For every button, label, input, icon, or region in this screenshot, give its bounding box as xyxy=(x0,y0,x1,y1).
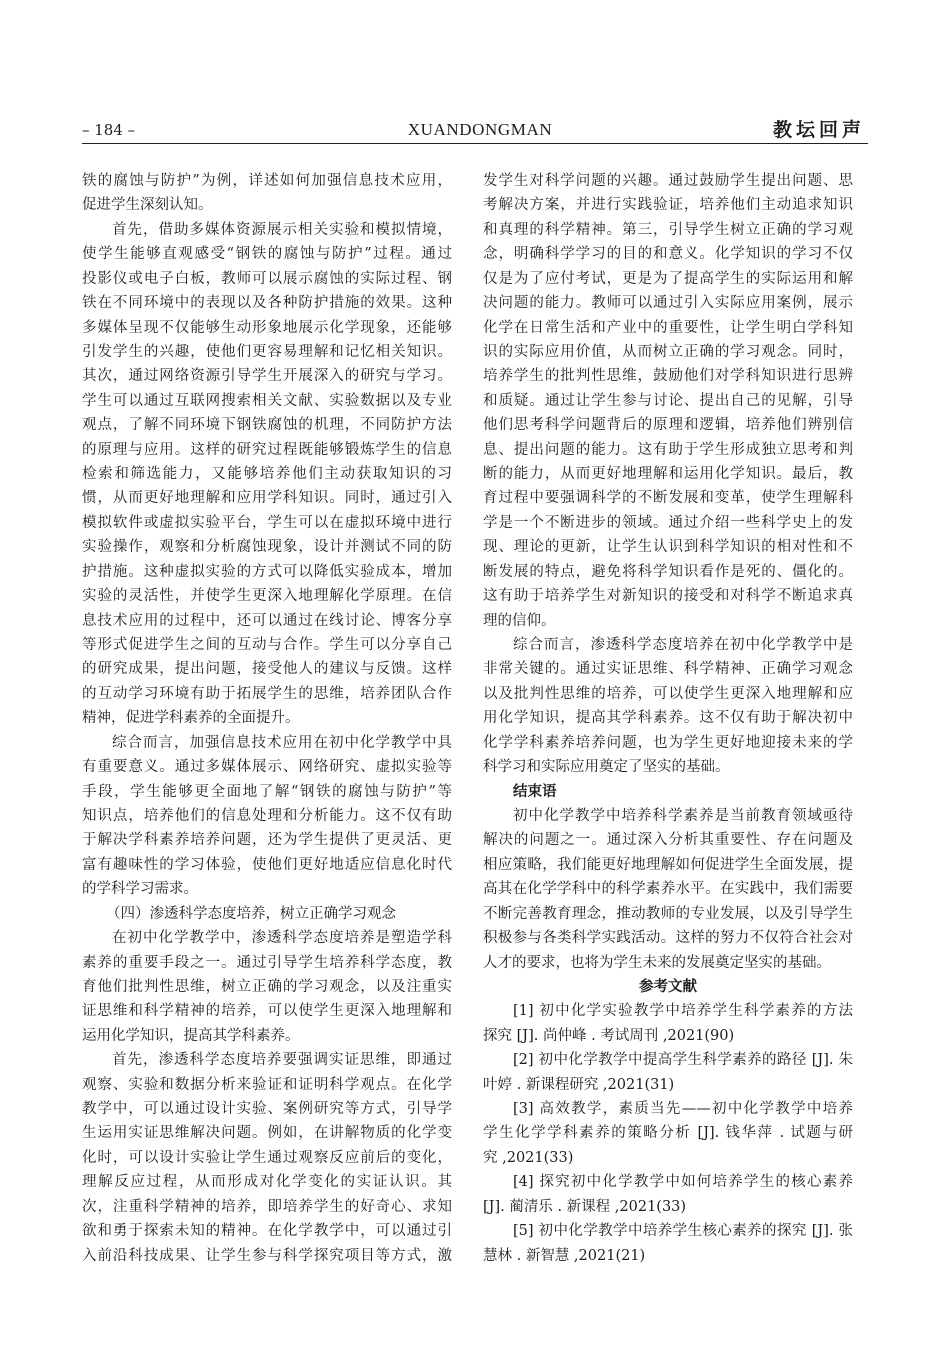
text-line: 使学生能够直观感受“钢铁的腐蚀与防护”过程。通过 xyxy=(82,246,452,263)
text-line: 惯，从而更好地理解和应用学科知识。同时，通过引入 xyxy=(82,490,452,507)
text-line: 念，明确科学学习的目的和意义。化学知识的学习不仅 xyxy=(483,246,853,263)
text-line: 其次，通过网络资源引导学生开展深入的研究与学习。 xyxy=(82,368,452,385)
text-line: [5] 初中化学教学中培养学生核心素养的探究 [J]. 张 xyxy=(513,1223,853,1240)
text-line: 手段，学生能够更全面地了解“钢铁的腐蚀与防护”等 xyxy=(82,783,452,800)
text-line: 化学学科素养培养问题，也为学生更好地迎接未来的学 xyxy=(483,734,853,751)
text-line: 教学中，可以通过设计实验、案例研究等方式，引导学 xyxy=(82,1101,452,1118)
reference-item xyxy=(483,1219,853,1268)
text-line: 积极参与各类科学实践活动。这样的努力不仅符合社会对 xyxy=(483,930,853,947)
page-number: – 184 – xyxy=(82,121,136,139)
text-line: 发学生对科学问题的兴趣。通过鼓励学生提出问题、思 xyxy=(483,173,853,189)
text-line: 等形式促进学生之间的互动与合作。学生可以分享自己 xyxy=(82,637,452,654)
text-line: 的互动学习环境有助于拓展学生的思维，培养团队合作 xyxy=(82,685,452,702)
paragraph-continued xyxy=(483,169,853,633)
text-line: 于解决学科素养培养问题，还为学生提供了更灵活、更 xyxy=(82,832,452,849)
paragraph xyxy=(82,731,452,902)
text-line: 初中化学教学中培养科学素养是当前教育领域亟待 xyxy=(513,807,853,824)
text-line: 断发展的特点，避免将科学知识看作是死的、僵化的。 xyxy=(483,563,853,580)
text-line: 现、理论的更新，让学生认识到科学知识的相对性和不 xyxy=(483,539,853,556)
text-line: 科学习和实际应用奠定了坚实的基础。 xyxy=(483,759,730,776)
text-line: 参考文献 xyxy=(639,977,697,995)
text-line: 欲和勇于探索未知的精神。在化学教学中，可以通过引 xyxy=(82,1223,452,1240)
text-line: 综合而言，加强信息技术应用在初中化学教学中具 xyxy=(112,734,452,751)
header-rule xyxy=(82,143,868,144)
text-line: 投影仪或电子白板，教师可以展示腐蚀的实际过程、钢 xyxy=(82,270,452,287)
text-line: 息、提出问题的能力。这有助于学生形成独立思考和判 xyxy=(483,441,853,458)
text-line: 检索和筛选能力，又能够培养他们主动获取知识的习 xyxy=(82,466,452,483)
section-title xyxy=(483,780,853,804)
text-line: 素养的重要手段之一。通过引导学生培养科学态度，教 xyxy=(82,954,452,971)
text-line: 息技术应用的过程中，还可以通过在线讨论、博客分享 xyxy=(82,612,452,629)
text-line: 识的实际应用价值，从而树立正确的学习观念。同时， xyxy=(483,343,853,360)
text-line: 引发学生的兴趣，使他们更容易理解和记忆相关知识。 xyxy=(82,343,452,360)
text-line: 慧林 . 新智慧 ,2021(21) xyxy=(483,1247,646,1264)
text-line: 学生化学学科素养的策略分析 [J]. 钱华萍 . 试题与研 xyxy=(483,1125,853,1142)
reference-item xyxy=(483,1170,853,1219)
text-line: 的原理与应用。这样的研究过程既能够锻炼学生的信息 xyxy=(82,441,452,458)
section-heading xyxy=(82,902,452,926)
text-line: 护措施。这种虚拟实验的方式可以降低实验成本，增加 xyxy=(82,563,452,580)
paragraph-continued xyxy=(82,169,452,218)
text-line: [3] 高效教学，素质当先——初中化学教学中培养 xyxy=(513,1101,853,1118)
text-line: 不断完善教育理念，推动教师的专业发展，以及引导学生 xyxy=(483,905,853,922)
text-line: 仅是为了应付考试，更是为了提高学生的实际运用和解 xyxy=(483,270,853,287)
text-line: 理解反应过程，从而形成对化学变化的实证认识。其 xyxy=(82,1174,452,1191)
text-line: 这有助于培养学生对新知识的接受和对科学不断追求真 xyxy=(483,588,853,605)
journal-name: XUANDONGMAN xyxy=(407,120,553,139)
text-line: 结束语 xyxy=(513,782,557,800)
text-line: 实验操作，观察和分析腐蚀现象，设计并测试不同的防 xyxy=(82,539,452,556)
text-line: 生运用实证思维解决问题。例如，在讲解物质的化学变 xyxy=(82,1125,452,1142)
text-line: 综合而言，渗透科学态度培养在初中化学教学中是 xyxy=(513,637,853,654)
text-line: 次，注重科学精神的培养，即培养学生的好奇心、求知 xyxy=(82,1198,452,1215)
paragraph xyxy=(82,1048,452,1268)
right-column xyxy=(483,169,853,1268)
text-line: [1] 初中化学实验教学中培养学生科学素养的方法 xyxy=(513,1003,853,1020)
text-line: 培养学生的批判性思维，鼓励他们对学科知识进行思辨 xyxy=(483,368,853,385)
text-line: 有重要意义。通过多媒体展示、网络研究、虚拟实验等 xyxy=(82,759,452,776)
text-line: [2] 初中化学教学中提高学生科学素养的路径 [J]. 朱 xyxy=(513,1052,853,1069)
text-line: [J]. 蔺清乐 . 新课程 ,2021(33) xyxy=(483,1198,687,1215)
text-line: 铁的腐蚀与防护”为例，详述如何加强信息技术应用， xyxy=(82,173,452,189)
text-line: 模拟软件或虚拟实验平台，学生可以在虚拟环境中进行 xyxy=(82,514,452,531)
text-line: 化时，可以设计实验让学生通过观察反应前后的变化， xyxy=(82,1149,452,1166)
text-line: 他们思考科学问题背后的原理和逻辑，培养他们辨别信 xyxy=(483,417,853,434)
text-line: 精神，促进学科素养的全面提升。 xyxy=(82,710,300,727)
text-line: 非常关键的。通过实证思维、科学精神、正确学习观念 xyxy=(483,661,853,678)
text-line: 首先，借助多媒体资源展示相关实验和模拟情境， xyxy=(112,221,452,238)
text-line: 相应策略，我们能更好地理解如何促进学生全面发展，提 xyxy=(483,856,853,873)
text-line: 考解决方案，并进行实践验证，培养他们主动追求知识 xyxy=(483,197,853,214)
text-line: 入前沿科技成果、让学生参与科学探究项目等方式，激 xyxy=(82,1247,452,1264)
text-line: 育他们批判性思维，树立正确的学习观念，以及注重实 xyxy=(82,978,452,995)
paragraph xyxy=(82,218,452,731)
text-line: [4] 探究初中化学教学中如何培养学生的核心素养 xyxy=(513,1174,853,1191)
text-line: 首先，渗透科学态度培养要强调实证思维，即通过 xyxy=(112,1052,452,1069)
reference-item xyxy=(483,1048,853,1097)
text-line: 探究 [J]. 尚仲峰 . 考试周刊 ,2021(90) xyxy=(483,1027,735,1044)
text-line: 断的能力，从而更好地理解和运用化学知识。最后，教 xyxy=(483,466,853,483)
column-name: 教坛回声 xyxy=(773,119,866,141)
text-line: 决问题的能力。教师可以通过引入实际应用案例，展示 xyxy=(483,295,853,312)
text-line: 高其在化学学科中的科学素养水平。在实践中，我们需要 xyxy=(483,881,853,898)
paragraph xyxy=(82,926,452,1048)
text-line: 的研究成果，提出问题，接受他人的建议与反馈。这样 xyxy=(82,661,452,678)
text-line: 学生可以通过互联网搜索相关文献、实验数据以及专业 xyxy=(82,392,452,409)
text-line: 解决的问题之一。通过深入分析其重要性、存在问题及 xyxy=(483,832,853,849)
text-line: 的学科学习需求。 xyxy=(82,881,198,898)
text-line: 育过程中要强调科学的不断发展和变革，使学生理解科 xyxy=(483,490,853,507)
text-line: 以及批判性思维的培养，可以使学生更深入地理解和应 xyxy=(483,685,853,702)
text-line: 理的信仰。 xyxy=(483,612,556,629)
text-line: （四）渗透科学态度培养，树立正确学习观念 xyxy=(106,905,396,922)
text-line: 实验的灵活性，并使学生更深入地理解化学原理。在信 xyxy=(82,588,452,605)
text-line: 运用化学知识，提高其学科素养。 xyxy=(82,1027,300,1044)
paragraph xyxy=(483,804,853,975)
text-line: 人才的要求，也将为学生未来的发展奠定坚实的基础。 xyxy=(483,954,831,971)
left-column xyxy=(82,169,452,1268)
text-line: 观点，了解不同环境下钢铁腐蚀的机理，不同防护方法 xyxy=(82,417,452,434)
text-line: 和真理的科学精神。第三，引导学生树立正确的学习观 xyxy=(483,221,853,238)
references-title xyxy=(483,975,853,999)
text-line: 富有趣味性的学习体验，使他们更好地适应信息化时代 xyxy=(82,856,452,873)
text-line: 和质疑。通过让学生参与讨论、提出自己的见解，引导 xyxy=(483,392,853,409)
text-line: 证思维和科学精神的培养，可以使学生更深入地理解和 xyxy=(82,1003,452,1020)
paragraph xyxy=(483,633,853,780)
text-line: 促进学生深刻认知。 xyxy=(82,197,213,214)
text-line: 铁在不同环境中的表现以及各种防护措施的效果。这种 xyxy=(82,295,452,312)
text-line: 化学在日常生活和产业中的重要性，让学生明白学科知 xyxy=(483,319,853,336)
reference-item xyxy=(483,1097,853,1170)
reference-item xyxy=(483,999,853,1048)
text-line: 学是一个不断进步的领域。通过介绍一些科学史上的发 xyxy=(483,514,853,531)
text-line: 知识点，培养他们的信息处理和分析能力。这不仅有助 xyxy=(82,807,452,824)
text-line: 究 ,2021(33) xyxy=(483,1149,574,1166)
text-line: 多媒体呈现不仅能够生动形象地展示化学现象，还能够 xyxy=(82,319,452,336)
text-line: 在初中化学教学中，渗透科学态度培养是塑造学科 xyxy=(112,930,452,947)
text-line: 观察、实验和数据分析来验证和证明科学观点。在化学 xyxy=(82,1076,452,1093)
text-line: 用化学知识，提高其学科素养。这不仅有助于解决初中 xyxy=(483,710,853,727)
text-line: 叶婷 . 新课程研究 ,2021(31) xyxy=(483,1076,675,1093)
